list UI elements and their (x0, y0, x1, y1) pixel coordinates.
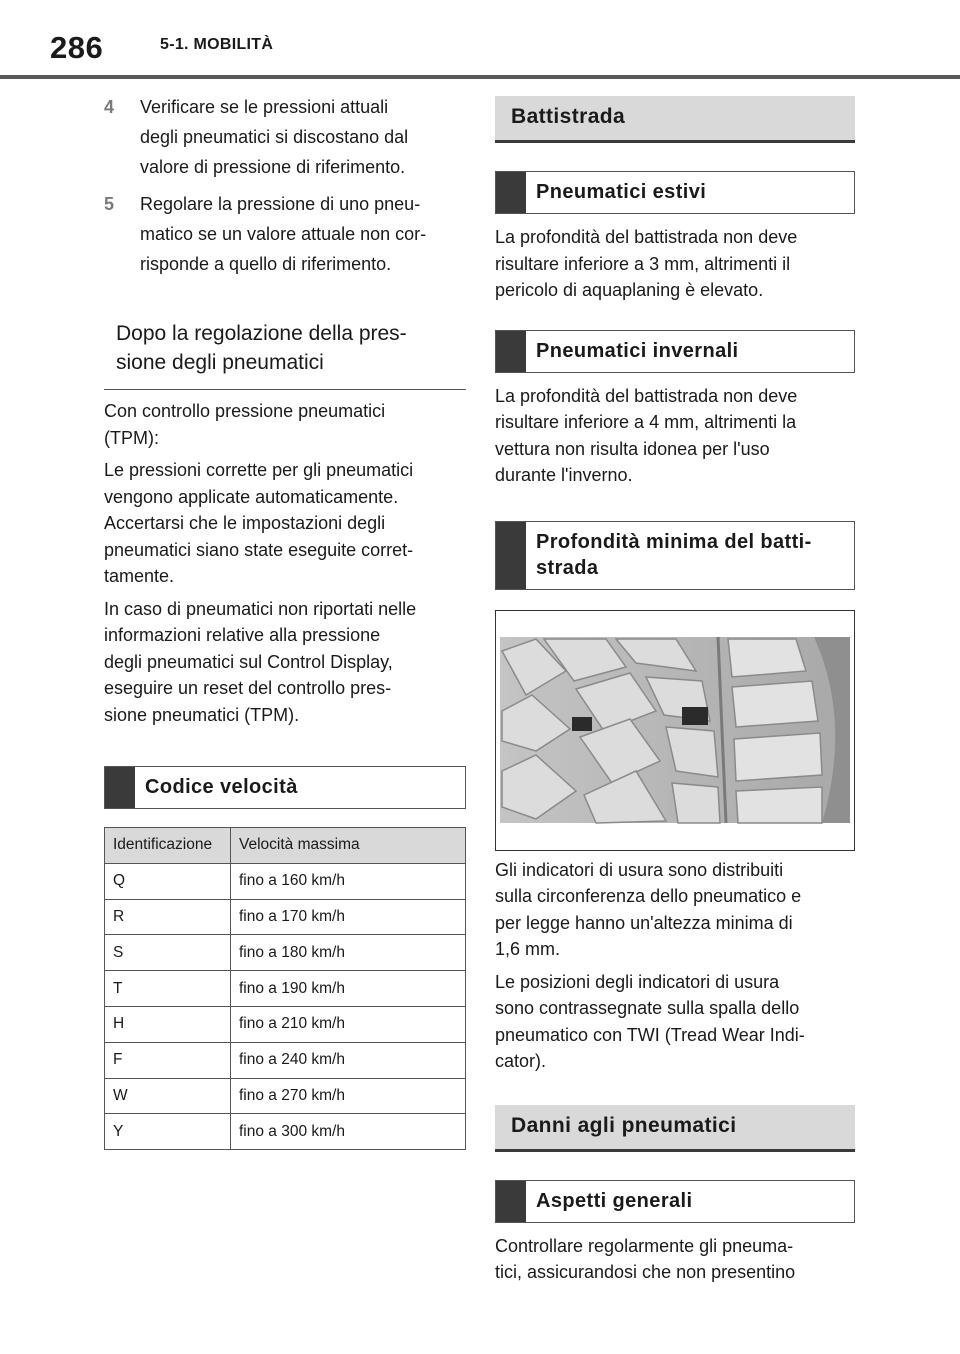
text-line: tamente. (104, 566, 175, 586)
text-line: pneumatici siano state eseguite corret- (104, 539, 414, 560)
text-line: vettura non risulta idonea per l'uso (495, 438, 770, 459)
twi-paragraph (495, 969, 855, 1075)
text-line: vengono applicate automaticamente. (104, 486, 399, 507)
text-line: Le pressioni corrette per gli pneumatici (104, 460, 414, 480)
text-line: Controllare regolarmente gli pneuma- (495, 1235, 794, 1256)
table-row (105, 971, 466, 1007)
column-header: Velocità massima (231, 828, 466, 864)
step-line: valore di pressione di riferimento. (140, 157, 406, 177)
table-cell: fino a 160 km/h (231, 863, 466, 899)
text-line: pneumatico con TWI (Tread Wear Indi- (495, 1024, 805, 1045)
heading-bar (496, 1181, 526, 1222)
table-cell: fino a 300 km/h (231, 1114, 466, 1150)
wear-indicator (682, 707, 708, 725)
heading-text (526, 522, 854, 589)
heading-bar (105, 767, 135, 808)
step-line: matico se un valore attuale non cor- (140, 224, 427, 244)
table-cell: Y (105, 1114, 231, 1150)
heading-text: Codice velocità (145, 776, 298, 798)
tread-heading (495, 96, 855, 143)
heading-text: Battistrada (511, 105, 626, 128)
text-line: sulla circonferenza dello pneumatico e (495, 886, 802, 906)
table-row (105, 1114, 466, 1150)
table-cell: S (105, 935, 231, 971)
summer-tires-heading (495, 171, 855, 214)
table-cell: W (105, 1078, 231, 1114)
heading-line: Dopo la regolazione della pres- (116, 322, 407, 345)
table-header-row (105, 828, 466, 864)
table-row (105, 1042, 466, 1078)
page-header (0, 0, 960, 84)
section-title: 5-1. MOBILITÀ (160, 36, 274, 53)
text-line: risultare inferiore a 3 mm, altrimenti il (495, 253, 791, 274)
text-line: degli pneumatici sul Control Display, (104, 651, 393, 672)
table-cell: T (105, 971, 231, 1007)
text-line: (TPM): (104, 427, 159, 448)
text-line: La profondità del battistrada non deve (495, 385, 798, 406)
summer-tires-paragraph (495, 224, 855, 304)
heading-text: Danni agli pneumatici (511, 1113, 737, 1137)
heading-bar (496, 522, 526, 589)
text-line: sione pneumatici (TPM). (104, 704, 300, 725)
text-line: tici, assicurandosi che non presentino (495, 1262, 796, 1282)
winter-tires-paragraph (495, 383, 855, 489)
winter-tires-heading (495, 330, 855, 373)
auto-apply-paragraph (104, 457, 466, 590)
text-line: La profondità del battistrada non deve (495, 227, 798, 247)
text-line: Con controllo pressione pneumatici (104, 401, 386, 421)
left-column (104, 92, 466, 1150)
min-tread-heading (495, 521, 855, 590)
step-line: risponde a quello di riferimento. (140, 254, 392, 274)
table-cell: fino a 190 km/h (231, 971, 466, 1007)
table-cell: fino a 170 km/h (231, 899, 466, 935)
heading-line: Profondità minima del batti- (536, 530, 812, 553)
tread-wear-indicator-figure (495, 610, 855, 851)
heading-text: Aspetti generali (536, 1189, 693, 1212)
right-column (495, 96, 855, 1286)
heading-text: Pneumatici invernali (536, 339, 739, 362)
table-row (105, 1078, 466, 1114)
heading-line: strada (536, 556, 599, 579)
page-number: 286 (50, 30, 104, 65)
text-line: per legge hanno un'altezza minima di (495, 912, 793, 933)
text-line: durante l'inverno. (495, 465, 633, 485)
heading-bar (496, 331, 526, 372)
text-line: Accertarsi che le impostazioni degli (104, 513, 386, 533)
table-cell: R (105, 899, 231, 935)
heading-line: sione degli pneumatici (116, 351, 324, 374)
header-divider (0, 75, 960, 79)
tire-damage-heading (495, 1105, 855, 1152)
wear-indicator (572, 717, 592, 731)
general-aspects-paragraph (495, 1233, 855, 1286)
table-row (105, 863, 466, 899)
heading-text: Pneumatici estivi (536, 181, 707, 203)
table-cell: fino a 180 km/h (231, 935, 466, 971)
reset-paragraph (104, 596, 466, 729)
heading-bar (496, 172, 526, 213)
wear-indicators-paragraph (495, 857, 855, 963)
step-4 (104, 92, 466, 182)
step-line: Verificare se le pressioni attuali (140, 97, 389, 117)
column-header: Identificazione (105, 828, 231, 864)
text-line: informazioni relative alla pressione (104, 625, 381, 645)
table-cell: fino a 270 km/h (231, 1078, 466, 1114)
text-line: sono contrassegnate sulla spalla dello (495, 998, 800, 1018)
table-row (105, 1006, 466, 1042)
text-line: In caso di pneumatici non riportati nelle (104, 598, 417, 619)
table-row (105, 935, 466, 971)
speed-code-heading (104, 766, 466, 809)
text-line: Gli indicatori di usura sono distribuiti (495, 859, 784, 880)
table-cell: fino a 210 km/h (231, 1006, 466, 1042)
table-row (105, 899, 466, 935)
speed-code-table (104, 827, 466, 1150)
text-line: cator). (495, 1051, 547, 1071)
after-adjust-heading (104, 319, 466, 390)
step-line: degli pneumatici si discostano dal (140, 127, 409, 147)
step-line: Regolare la pressione di uno pneu- (140, 194, 421, 214)
text-line: eseguire un reset del controllo pres- (104, 678, 392, 698)
tpm-paragraph (104, 398, 466, 451)
table-cell: fino a 240 km/h (231, 1042, 466, 1078)
table-cell: F (105, 1042, 231, 1078)
text-line: 1,6 mm. (495, 939, 561, 959)
step-number: 5 (104, 194, 115, 214)
text-line: pericolo di aquaplaning è elevato. (495, 280, 764, 300)
step-number: 4 (104, 97, 115, 117)
general-aspects-heading (495, 1180, 855, 1223)
text-line: risultare inferiore a 4 mm, altrimenti la (495, 412, 797, 432)
table-cell: Q (105, 863, 231, 899)
text-line: Le posizioni degli indicatori di usura (495, 971, 780, 992)
tire-tread-illustration (496, 611, 854, 850)
table-cell: H (105, 1006, 231, 1042)
step-5 (104, 189, 466, 279)
